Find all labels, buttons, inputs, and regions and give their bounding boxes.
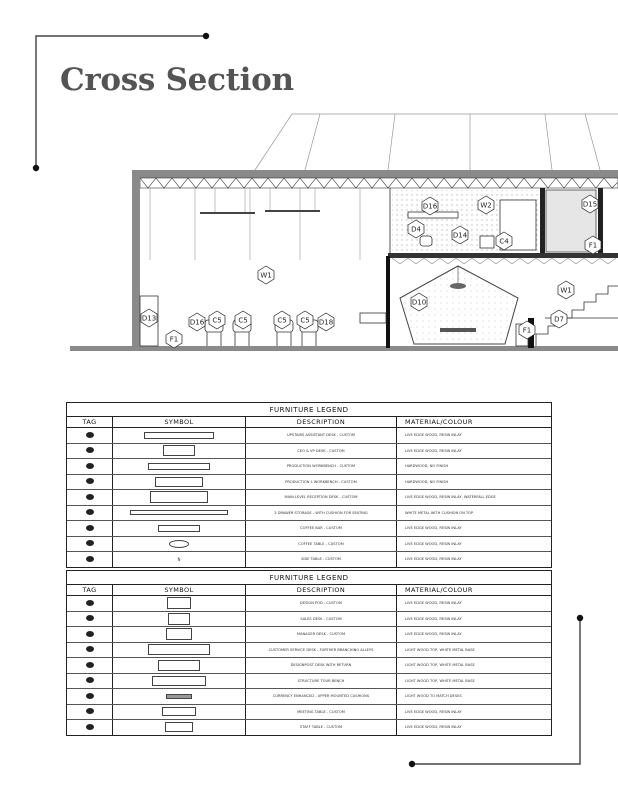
row-description: CUSTOMER SERVICE DESK - FURTHER BRANCHING ALLEYS xyxy=(246,642,397,658)
svg-text:D14: D14 xyxy=(452,231,468,240)
furniture-symbol-icon xyxy=(155,477,203,487)
row-description: STRUCTURE TOUR BENCH xyxy=(246,673,397,689)
row-description: COFFEE BAR - CUSTOM xyxy=(246,521,397,537)
row-material: WHITE METAL WITH CUSHION ON TOP xyxy=(397,505,552,521)
row-material: LIVE EDGE WOOD, RESIN INLAY xyxy=(405,725,462,730)
tag-marker xyxy=(258,266,274,284)
row-material: HARDWOOD, NO FINISH xyxy=(397,459,552,475)
table-row xyxy=(67,611,551,627)
row-material: LIGHT WOOD TOP, WHITE METAL BASE xyxy=(397,642,552,658)
tag-marker-icon xyxy=(86,615,94,621)
tag-marker-icon xyxy=(86,447,94,453)
tag-marker-icon xyxy=(86,556,94,562)
tag-marker xyxy=(551,310,567,328)
table-row xyxy=(67,490,551,506)
tag-marker-icon xyxy=(86,631,94,637)
row-material: LIVE EDGE WOOD, RESIN INLAY xyxy=(405,557,462,562)
legend-title: FURNITURE LEGEND xyxy=(67,571,551,585)
tag-marker-icon xyxy=(86,724,94,730)
furniture-symbol-icon xyxy=(158,525,200,532)
svg-text:C4: C4 xyxy=(499,237,509,246)
tag-marker-icon xyxy=(86,600,94,606)
page-title: Cross Section xyxy=(60,62,294,98)
header-tag: TAG xyxy=(67,585,113,596)
row-material: LIVE EDGE WOOD, RESIN INLAY xyxy=(397,596,552,612)
tag-marker-icon xyxy=(86,662,94,668)
legend-grid xyxy=(67,417,551,567)
furniture-symbol-icon xyxy=(165,722,193,732)
row-material: LIVE EDGE WOOD, RESIN INLAY xyxy=(397,611,552,627)
row-description: COFFEE TABLE - CUSTOM xyxy=(246,536,397,552)
tag-marker-icon xyxy=(86,494,94,500)
row-description: CURRENCY ENHANCED - UPPER MOUNTED CUSHIONS xyxy=(246,689,397,705)
row-material: HARDWOOD, NO FINISH xyxy=(397,474,552,490)
row-material: LIVE EDGE WOOD, RESIN INLAY xyxy=(397,536,552,552)
table-row xyxy=(67,689,551,705)
legend-title: FURNITURE LEGEND xyxy=(67,403,551,417)
header-tag: TAG xyxy=(67,417,113,428)
furniture-symbol-icon xyxy=(152,676,206,686)
table-row xyxy=(67,596,551,612)
row-material: LIVE EDGE WOOD, RESIN INLAY, WATERFALL EDGE xyxy=(397,490,552,506)
row-description: UPSTAIRS ASSISTANT DESK - CUSTOM xyxy=(246,428,397,444)
tag-marker-icon xyxy=(86,540,94,546)
table-row xyxy=(67,428,551,444)
table-row xyxy=(67,627,551,643)
row-material: LIGHT WOOD TOP, WHITE METAL BASE xyxy=(397,673,552,689)
header-material: MATERIAL/COLOUR xyxy=(397,585,552,596)
tag-marker-icon xyxy=(86,432,94,438)
table-row xyxy=(67,720,551,735)
furniture-symbol-icon xyxy=(150,491,208,503)
svg-text:C5: C5 xyxy=(238,316,248,325)
tag-marker xyxy=(166,330,182,348)
furniture-legend-table xyxy=(66,570,552,736)
svg-text:F1: F1 xyxy=(588,241,598,250)
table-row xyxy=(67,658,551,674)
row-material: LIVE EDGE WOOD, RESIN INLAY xyxy=(397,443,552,459)
row-material: LIVE EDGE WOOD, RESIN INLAY xyxy=(397,521,552,537)
row-material: LIVE EDGE WOOD, RESIN INLAY xyxy=(397,704,552,720)
header-description: DESCRIPTION xyxy=(246,585,397,596)
furniture-legend-table xyxy=(66,402,552,568)
furniture-symbol-icon xyxy=(162,707,196,716)
table-row xyxy=(67,521,551,537)
furniture-symbol-icon xyxy=(167,597,191,609)
row-description: PRODUCTION WORKBENCH - CUSTOM xyxy=(246,459,397,475)
svg-text:D18: D18 xyxy=(318,318,334,327)
table-row xyxy=(67,474,551,490)
table-row xyxy=(67,505,551,521)
furniture-symbol-icon xyxy=(166,694,192,699)
svg-text:W1: W1 xyxy=(260,271,272,280)
tag-marker-icon xyxy=(86,693,94,699)
header-description: DESCRIPTION xyxy=(246,417,397,428)
furniture-symbol-icon xyxy=(144,432,214,439)
tag-marker xyxy=(189,313,205,331)
furniture-symbol-icon xyxy=(169,540,189,548)
row-description: MAIN LEVEL RECEPTION DESK - CUSTOM xyxy=(246,490,397,506)
svg-text:W2: W2 xyxy=(480,201,492,210)
row-material: LIGHT WOOD TO MATCH DESKS xyxy=(397,689,552,705)
svg-text:D16: D16 xyxy=(189,318,205,327)
tag-marker xyxy=(318,313,334,331)
svg-text:F1: F1 xyxy=(522,326,532,335)
furniture-symbol-icon xyxy=(130,510,228,515)
row-description: STAFF TABLE - CUSTOM xyxy=(246,720,397,735)
tag-marker-icon xyxy=(86,463,94,469)
svg-text:D16: D16 xyxy=(422,202,438,211)
table-row xyxy=(67,536,551,552)
svg-text:D10: D10 xyxy=(411,298,427,307)
row-description: DESIGN POD - CUSTOM xyxy=(246,596,397,612)
row-material: LIGHT WOOD TOP, WHITE METAL BASE xyxy=(397,658,552,674)
tag-marker-icon xyxy=(86,525,94,531)
svg-text:C5: C5 xyxy=(277,316,287,325)
row-description: MEETING TABLE - CUSTOM xyxy=(246,704,397,720)
tag-marker-icon xyxy=(86,646,94,652)
table-row xyxy=(67,704,551,720)
furniture-symbol-icon xyxy=(148,644,210,655)
row-symbol: N xyxy=(177,556,181,562)
cross-section-drawing xyxy=(0,108,618,358)
furniture-symbol-icon xyxy=(168,613,190,625)
tag-marker-icon xyxy=(86,509,94,515)
row-description: SALES DESK - CUSTOM xyxy=(246,611,397,627)
svg-text:C5: C5 xyxy=(212,316,222,325)
row-description: DESIGNPOST DESK WITH RETURN xyxy=(246,658,397,674)
furniture-symbol-icon xyxy=(166,628,192,640)
furniture-symbol-icon xyxy=(158,660,200,671)
svg-text:W1: W1 xyxy=(560,286,572,295)
row-description: CEO & VP DESK - CUSTOM xyxy=(246,443,397,459)
tag-marker-icon xyxy=(86,677,94,683)
header-symbol: SYMBOL xyxy=(113,417,246,428)
header-material: MATERIAL/COLOUR xyxy=(397,417,552,428)
svg-text:D7: D7 xyxy=(554,315,564,324)
row-material: LIVE EDGE WOOD, RESIN INLAY xyxy=(397,428,552,444)
tag-marker-icon xyxy=(86,708,94,714)
header-symbol: SYMBOL xyxy=(113,585,246,596)
row-description: 3 DRAWER STORAGE - WITH CUSHION FOR SEATING xyxy=(246,505,397,521)
row-material: LIVE EDGE WOOD, RESIN INLAY xyxy=(397,627,552,643)
table-row xyxy=(67,642,551,658)
svg-text:F1: F1 xyxy=(169,335,179,344)
svg-text:D15: D15 xyxy=(582,200,598,209)
legend-grid xyxy=(67,585,551,735)
tag-marker-icon xyxy=(86,478,94,484)
svg-text:C5: C5 xyxy=(300,316,310,325)
row-description: SIDE TABLE - CUSTOM xyxy=(246,552,397,567)
table-row xyxy=(67,443,551,459)
table-row xyxy=(67,673,551,689)
row-description: PRODUCTION L WORKBENCH - CUSTOM xyxy=(246,474,397,490)
table-row xyxy=(67,459,551,475)
tag-marker xyxy=(558,281,574,299)
svg-text:D13: D13 xyxy=(141,314,157,323)
furniture-symbol-icon xyxy=(148,463,210,470)
svg-text:D4: D4 xyxy=(411,225,421,234)
table-row xyxy=(67,552,551,567)
furniture-symbol-icon xyxy=(163,445,195,456)
row-description: MANAGER DESK - CUSTOM xyxy=(246,627,397,643)
